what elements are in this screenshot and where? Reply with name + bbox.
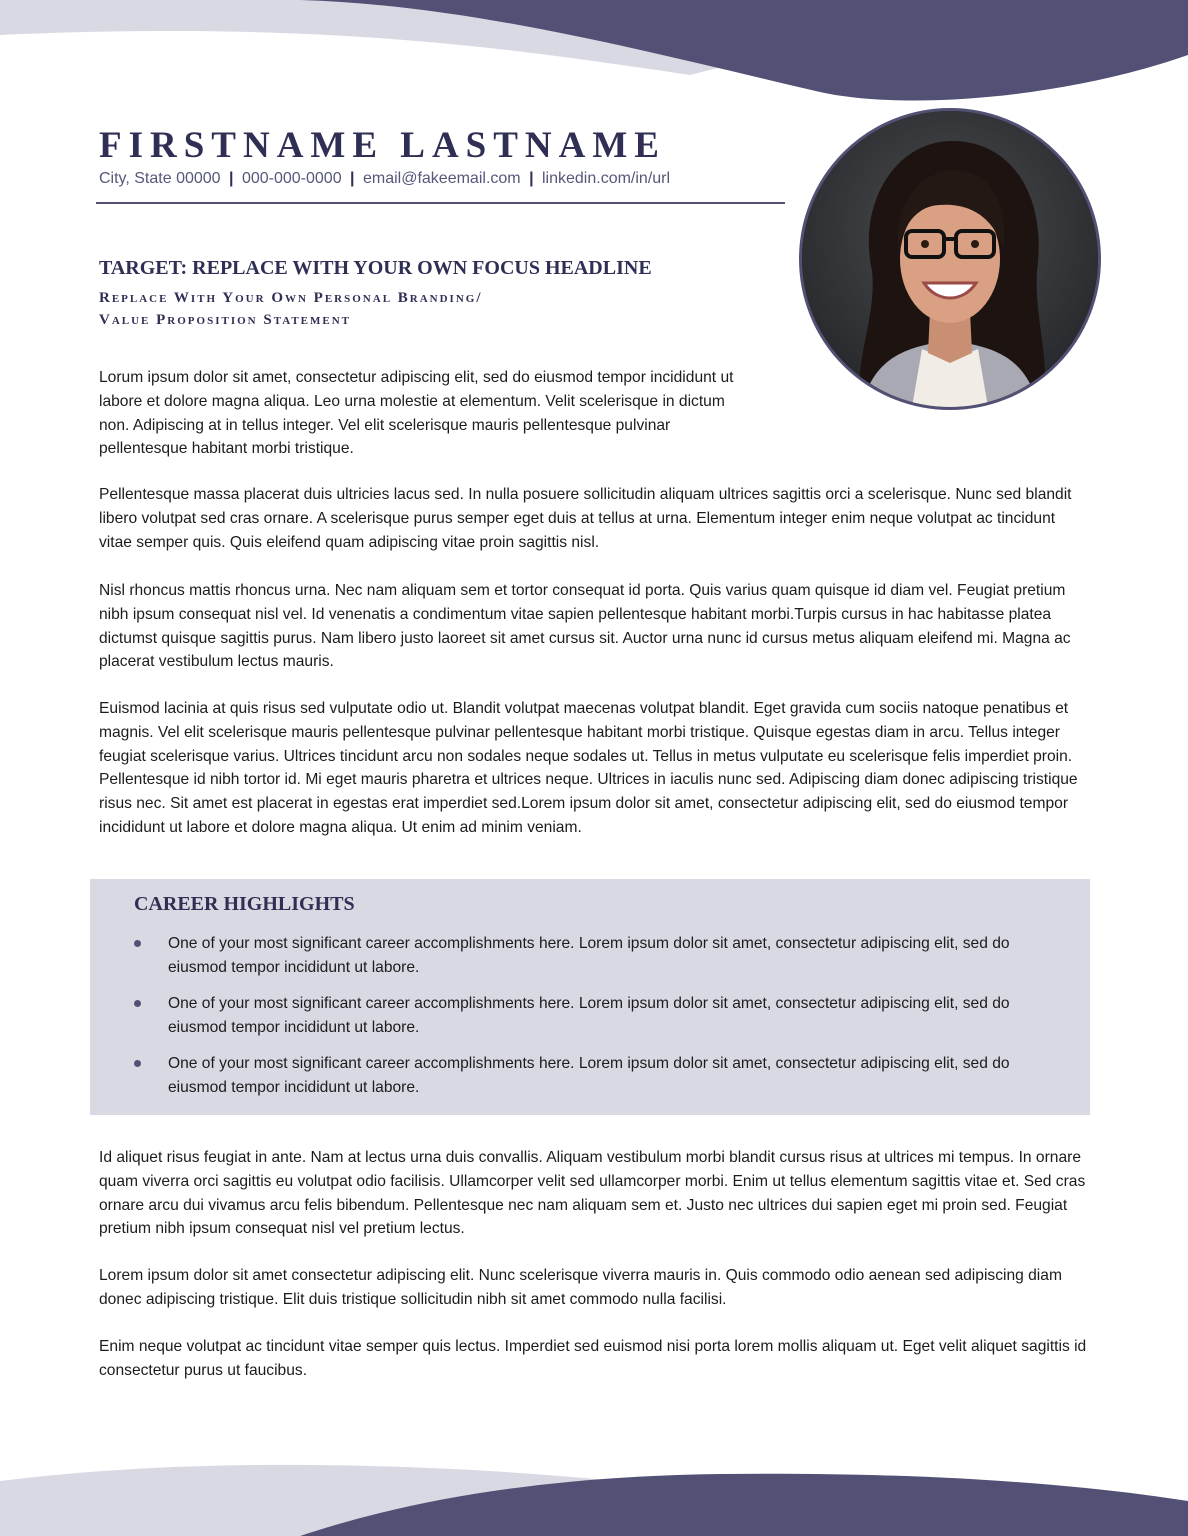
bullet-icon: [134, 1000, 141, 1007]
contact-separator: |: [229, 170, 234, 187]
highlight-text: One of your most significant career accomplishments here. Lorem ipsum dolor sit amet, consectetur adipiscing elit, sed do eiusmod tempor incididunt ut labore.: [168, 995, 1010, 1036]
contact-phone: 000-000-0000: [241, 170, 342, 187]
summary-paragraph-3: Nisl rhoncus mattis rhoncus urna. Nec nam aliquam sem et tortor consequat id porta. Quis varius quam quisque id diam vel. Feugiat pretium nibh ipsum consequat nisl vel. Id venenatis a condimentum vitae sapien pellentesque habitant morbi.Turpis cursus in hac habitasse platea dictumst quisque sagittis purus. Nam libero justo laoreet sit amet cursus sit. Auctor urna nunc id cursus metus aliquam eleifend mi. Magna ac placerat vestibulum lectus mauris.: [99, 582, 1071, 671]
candidate-name: FIRSTNAME LASTNAME: [99, 125, 666, 166]
highlight-text: One of your most significant career accomplishments here. Lorem ipsum dolor sit amet, consectetur adipiscing elit, sed do eiusmod tempor incididunt ut labore.: [168, 935, 1010, 976]
contact-line: [99, 170, 670, 188]
branding-line-2: Value Proposition Statement: [99, 312, 352, 328]
closing-paragraph-2: Lorem ipsum dolor sit amet consectetur adipiscing elit. Nunc scelerisque viverra mauris in. Quis commodo odio aenean sed adipiscing diam donec adipiscing tristique. Elit duis tristique sollicitudin nibh sit amet commodo nulla facilisi.: [99, 1267, 1062, 1308]
bullet-icon: [134, 1060, 141, 1067]
branding-statement: [99, 287, 483, 331]
summary-paragraph-1-text: Lorum ipsum dolor sit amet, consectetur adipiscing elit, sed do eiusmod tempor incididunt ut labore et dolore magna aliqua. Leo urna molestie at elementum. Velit scelerisque in dictum non. Adipiscing at in tellus integer. Vel elit scelerisque mauris pellentesque pulvinar pellentesque habitant morbi tristique.: [99, 369, 734, 458]
summary-paragraph-1: [99, 366, 1089, 461]
list-item: [90, 1052, 1090, 1112]
list-item: [90, 932, 1090, 992]
contact-linkedin[interactable]: linkedin.com/in/url: [542, 170, 671, 187]
header-divider: [96, 202, 785, 204]
top-wave-decoration: [0, 0, 1188, 110]
career-highlights-title: CAREER HIGHLIGHTS: [134, 893, 355, 915]
contact-separator: |: [350, 170, 355, 187]
summary-paragraph-2: Pellentesque massa placerat duis ultricies lacus sed. In nulla posuere sollicitudin aliquam ultrices sagittis orci a scelerisque. Nunc sed blandit libero volutpat sed cras ornare. A scelerisque purus semper eget duis at tellus at urna. Elementum integer enim neque volutpat ac tincidunt vitae semper quis. Quis eleifend quam adipiscing vitae proin sagittis nisl.: [99, 486, 1072, 551]
closing-paragraph-3: Enim neque volutpat ac tincidunt vitae semper quis lectus. Imperdiet sed euismod nisi porta lorem mollis aliquam ut. Eget velit aliquet sagittis id consectetur purus ut faucibus.: [99, 1338, 1087, 1379]
list-item: [90, 992, 1090, 1052]
highlight-text: One of your most significant career accomplishments here. Lorem ipsum dolor sit amet, consectetur adipiscing elit, sed do eiusmod tempor incididunt ut labore.: [168, 1055, 1010, 1096]
bullet-icon: [134, 940, 141, 947]
focus-headline: TARGET: REPLACE WITH YOUR OWN FOCUS HEADLINE: [99, 257, 652, 279]
bottom-wave-decoration: [0, 1456, 1188, 1536]
career-highlights-list: [90, 932, 1090, 1112]
summary-paragraph-4: Euismod lacinia at quis risus sed vulputate odio ut. Blandit volutpat maecenas volutpat blandit. Eget gravida cum sociis natoque penatibus et magnis. Vel elit scelerisque mauris pellentesque pulvinar pellentesque habitant morbi tristique. Quisque egestas diam in arcu. Tellus integer feugiat scelerisque varius. Ultrices tincidunt arcu non sodales neque sodales ut. Tellus in metus vulputate eu scelerisque felis imperdiet proin. Pellentesque id nibh tortor id. Mi eget mauris pharetra et ultrices neque. Ultrices in iaculis nunc sed. Adipiscing diam donec adipiscing tristique risus nec. Sit amet est placerat in egestas erat imperdiet sed.Lorem ipsum dolor sit amet, consectetur adipiscing elit, sed do eiusmod tempor incididunt ut labore et dolore magna aliqua. Ut enim ad minim veniam.: [99, 700, 1078, 836]
closing-paragraph-1: Id aliquet risus feugiat in ante. Nam at lectus urna duis convallis. Aliquam vestibulum morbi blandit cursus risus at ultrices mi tempus. In ornare quam viverra orci sagittis eu volutpat odio facilisis. Ullamcorper velit sed ullamcorper morbi. Enim ut tellus elementum sagittis vitae et. Sed cras ornare arcu dui vivamus arcu felis bibendum. Pellentesque nec nam aliquam sem et. Justo nec ultrices dui sapien eget mi proin sed. Feugiat pretium nibh ipsum consequat nisl vel pretium lectus.: [99, 1149, 1086, 1238]
profile-photo: [799, 108, 1101, 410]
photo-wrap-space: [739, 366, 1089, 414]
branding-line-1: Replace With Your Own Personal Branding/: [99, 290, 483, 306]
contact-email[interactable]: email@fakeemail.com: [362, 170, 521, 187]
career-highlights-section: [90, 879, 1090, 1115]
contact-city: City, State 00000: [99, 170, 221, 187]
contact-separator: |: [529, 170, 534, 187]
